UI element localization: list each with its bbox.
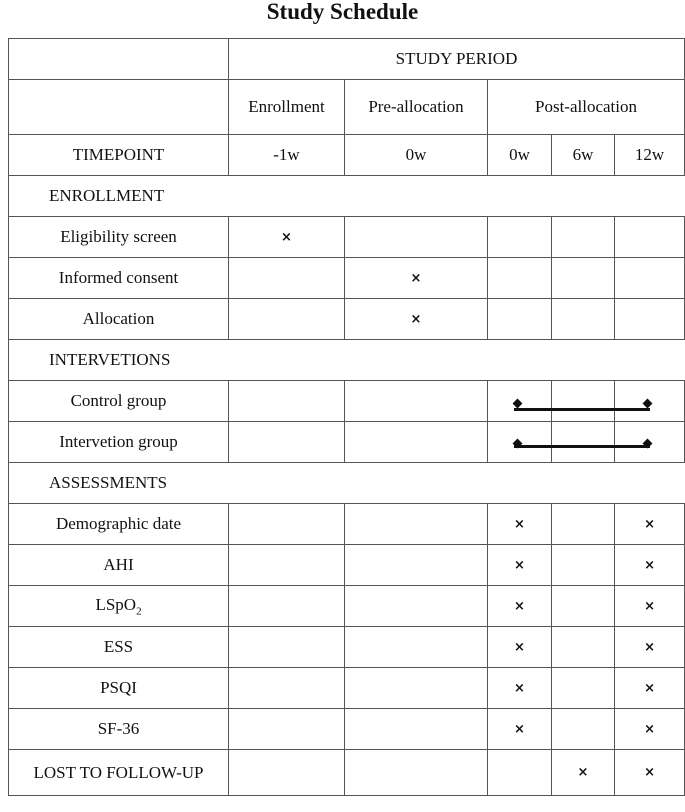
table-row [9,258,685,299]
header-row-period [9,39,685,80]
timepoint: 6w [552,135,615,176]
check-mark: × [615,668,685,709]
table-row [9,586,685,627]
check-mark: × [345,258,488,299]
study-period-header: STUDY PERIOD [229,39,685,80]
check-mark: × [615,709,685,750]
row-label: Intervetion group [9,422,229,463]
row-label [9,586,229,627]
timepoint: 0w [488,135,552,176]
study-schedule-table [8,38,684,796]
phase-enrollment: Enrollment [229,80,345,135]
row-label: Demographic date [9,504,229,545]
check-mark: × [552,750,615,796]
row-label: Allocation [9,299,229,340]
row-label: Control group [9,381,229,422]
row-label: PSQI [9,668,229,709]
check-mark: × [488,709,552,750]
section-assessments: ASSESSMENTS [9,463,685,504]
table-row [9,750,685,796]
check-mark: × [488,545,552,586]
check-mark: × [229,217,345,258]
check-mark: × [488,627,552,668]
timepoint: 12w [615,135,685,176]
header-row-phases [9,80,685,135]
phase-pre-allocation: Pre-allocation [345,80,488,135]
table-row [9,545,685,586]
check-mark: × [488,586,552,627]
table-row [9,709,685,750]
row-label-main: LSpO [95,594,137,614]
check-mark: × [615,504,685,545]
table-row [9,422,685,463]
duration-line-intervention [514,445,650,448]
row-label: AHI [9,545,229,586]
check-mark: × [488,668,552,709]
check-mark: × [615,545,685,586]
duration-line-control [514,408,650,411]
check-mark: × [615,586,685,627]
table-row [9,627,685,668]
timepoint-label: TIMEPOINT [9,135,229,176]
timepoint-row [9,135,685,176]
phase-post-allocation: Post-allocation [488,80,685,135]
table-row [9,504,685,545]
timepoint: 0w [345,135,488,176]
section-enrollment: ENROLLMENT [9,176,685,217]
check-mark: × [488,504,552,545]
check-mark: × [615,750,685,796]
timepoint: -1w [229,135,345,176]
row-label: LOST TO FOLLOW-UP [9,750,229,796]
row-label: Eligibility screen [9,217,229,258]
empty-cell [9,80,229,135]
check-mark: × [615,627,685,668]
row-label: ESS [9,627,229,668]
empty-cell [9,39,229,80]
table-row [9,668,685,709]
check-mark: × [345,299,488,340]
row-label: SF-36 [9,709,229,750]
section-interventions: INTERVETIONS [9,340,685,381]
page-title: Study Schedule [266,0,419,24]
row-label: Informed consent [9,258,229,299]
table-row [9,217,685,258]
row-label-subscript: 2 [136,605,142,618]
table-row [9,381,685,422]
table-row [9,299,685,340]
